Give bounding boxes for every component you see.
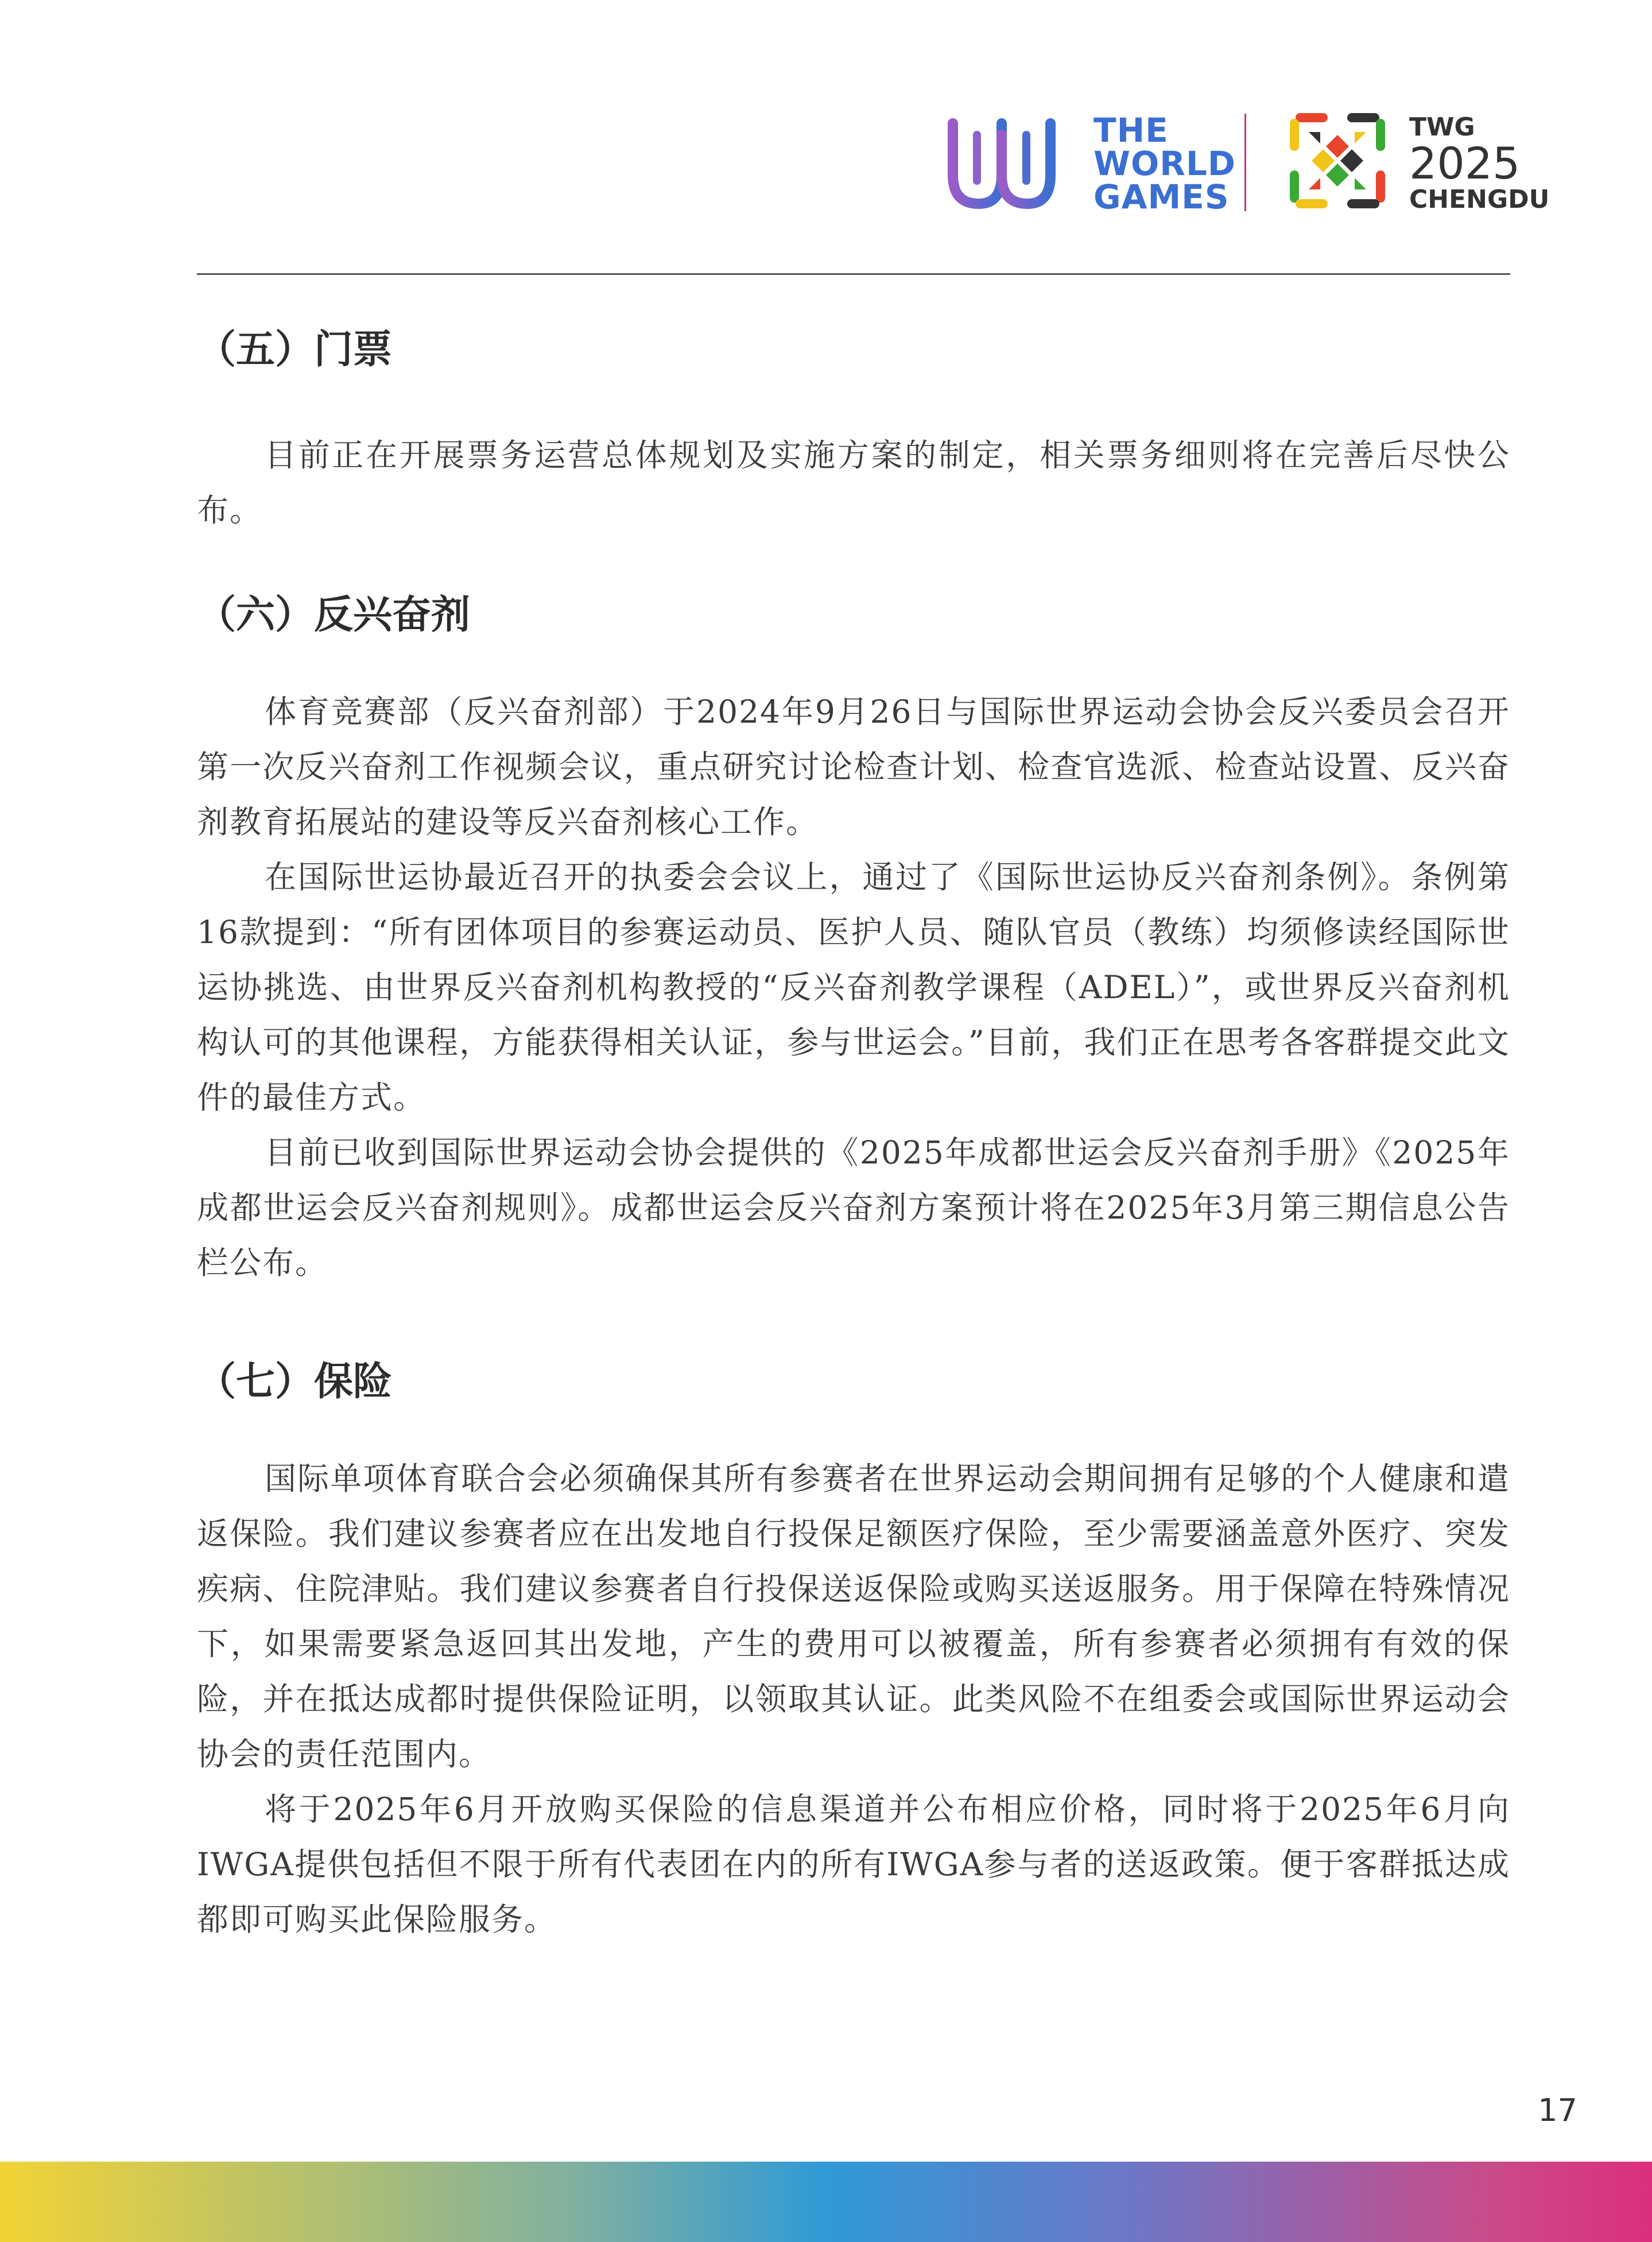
paragraph: 在国际世运协最近召开的执委会会议上，通过了《国际世运协反兴奋剂条例》。条例第16款提到：“所有团体项目的参赛运动员、医护人员、随队官员（教练）均须修读经国际世运协挑选、由世界反兴奋剂机构教授的“反兴奋剂教学课程（ADEL）”，或世界反兴奋剂机构认可的其他课程，方能获得相关认证，参与世运会。”目前，我们正在思考各客群提交此文件的最佳方式。 xyxy=(197,859,1510,1116)
wordmark-line: WORLD xyxy=(1093,144,1236,183)
paragraph: 将于2025年6月开放购买保险的信息渠道并公布相应价格，同时将于2025年6月向IWGA提供包括但不限于所有代表团在内的所有IWGA参与者的送返政策。便于客群抵达成都即可购买此保险服务。 xyxy=(197,1791,1510,1938)
twg-year: 2025 xyxy=(1409,138,1521,189)
header-rule xyxy=(197,273,1510,275)
twg-label: TWG xyxy=(1409,113,1475,142)
twg-wordmark xyxy=(1409,114,1549,214)
section-heading: （五）门票 xyxy=(197,327,393,373)
world-games-logo-icon xyxy=(941,112,1079,215)
world-games-wordmark xyxy=(1093,111,1236,216)
page-content xyxy=(197,321,1510,1947)
section-insurance xyxy=(197,1353,1510,1947)
section-heading: （七）保险 xyxy=(197,1359,393,1405)
page-header xyxy=(0,0,1652,276)
section-tickets xyxy=(197,321,1510,538)
section-heading: （六）反兴奋剂 xyxy=(197,592,471,638)
wordmark-line: THE xyxy=(1093,111,1169,150)
paragraph: 体育竞赛部（反兴奋剂部）于2024年9月26日与国际世界运动会协会反兴委员会召开第一次反兴奋剂工作视频会议，重点研究讨论检查计划、检查官选派、检查站设置、反兴奋剂教育拓展站的建设等反兴奋剂核心工作。 xyxy=(197,693,1510,840)
twg-city: CHENGDU xyxy=(1409,185,1550,214)
page-number: 17 xyxy=(1538,2092,1577,2128)
twg-chengdu-emblem-icon xyxy=(1277,100,1398,221)
footer-color-bar xyxy=(0,2162,1652,2242)
section-anti-doping xyxy=(197,587,1510,1290)
paragraph: 目前已收到国际世界运动会协会提供的《2025年成都世运会反兴奋剂手册》《2025年成都世运会反兴奋剂规则》。成都世运会反兴奋剂方案预计将在2025年3月第三期信息公告栏公布。 xyxy=(197,1134,1510,1281)
paragraph: 目前正在开展票务运营总体规划及实施方案的制定，相关票务细则将在完善后尽快公布。 xyxy=(197,437,1510,529)
wordmark-line: GAMES xyxy=(1093,177,1230,216)
paragraph: 国际单项体育联合会必须确保其所有参赛者在世界运动会期间拥有足够的个人健康和遣返保险。我们建议参赛者应在出发地自行投保足额医疗保险，至少需要涵盖意外医疗、突发疾病、住院津贴。我们建议参赛者自行投保送返保险或购买送返服务。用于保障在特殊情况下，如果需要紧急返回其出发地，产生的费用可以被覆盖，所有参赛者必须拥有有效的保险，并在抵达成都时提供保险证明，以领取其认证。此类风险不在组委会或国际世界运动会协会的责任范围内。 xyxy=(197,1460,1510,1772)
logo-divider xyxy=(1244,114,1246,211)
